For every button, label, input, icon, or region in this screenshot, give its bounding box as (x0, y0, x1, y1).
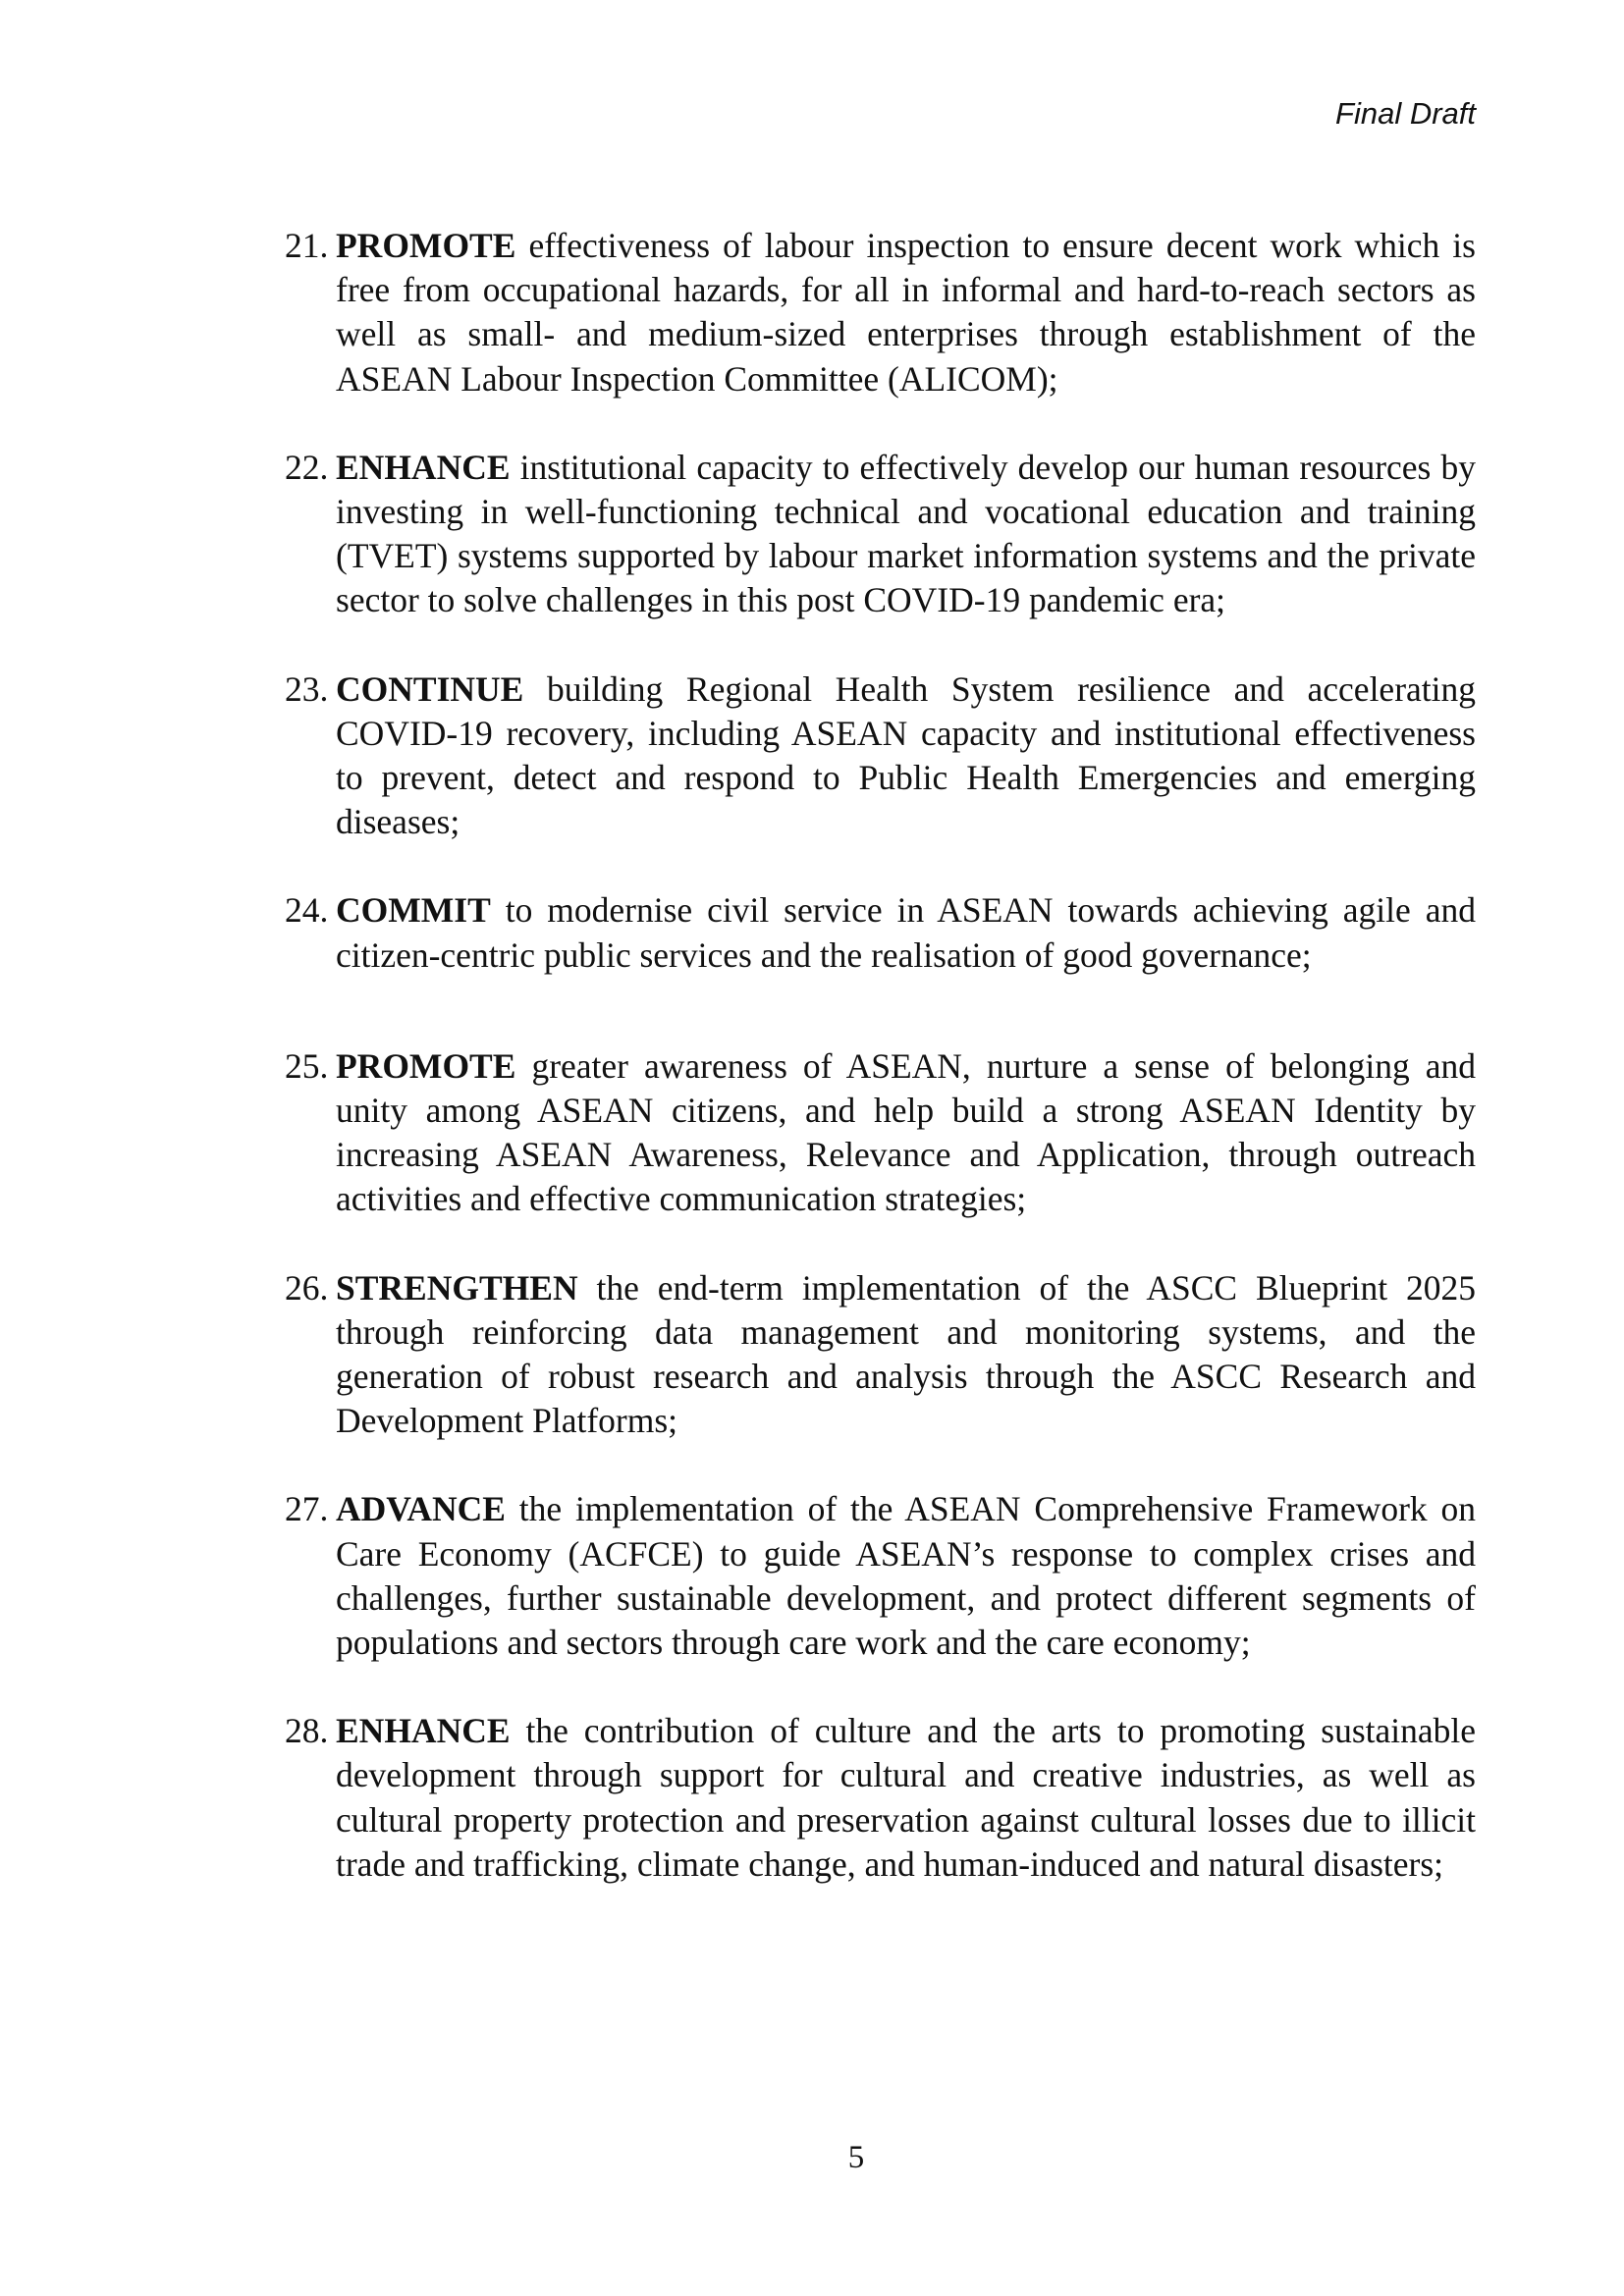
item-text: the implementation of the ASEAN Comprehensive Framework on Care Economy (ACFCE) to guide ASEAN’s response to complex crises and challenges, further sustainable development, and protect different segments of populations and sectors through care work and the care economy; (336, 1489, 1476, 1663)
item-keyword: PROMOTE (336, 1045, 516, 1086)
item-number: 24. (285, 890, 329, 931)
page-number: 5 (847, 2140, 865, 2175)
item-text: to modernise civil service in ASEAN towards achieving agile and citizen-centric public services and the realisation of good governance; (336, 890, 1476, 975)
item-number: 21. (285, 226, 329, 265)
item-text: effectiveness of labour inspection to ensure decent work which is free from occupational hazards, for all in informal and hard-to-reach sectors as well as small- and medium-sized enterprises through establishment of the ASEAN Labour Inspection Committee (ALICOM); (336, 226, 1476, 399)
item-number: 28. (285, 1711, 329, 1751)
item-keyword: PROMOTE (336, 226, 516, 265)
item-keyword: STRENGTHEN (336, 1267, 578, 1308)
item-keyword: COMMIT (336, 890, 491, 931)
list-item (285, 446, 1476, 623)
item-number: 22. (285, 447, 329, 487)
item-text: the end-term implementation of the ASCC Blueprint 2025 through reinforcing data management and monitoring systems, and the generation of robust research and analysis through the ASCC Research and Development Platforms; (336, 1267, 1476, 1441)
list-item (285, 667, 1476, 845)
item-number: 27. (285, 1489, 329, 1529)
list-item (285, 1266, 1476, 1444)
item-number: 26. (285, 1267, 329, 1308)
list-item (285, 1487, 1476, 1665)
draft-status-label: Final Draft (1335, 96, 1476, 131)
item-text: institutional capacity to effectively develop our human resources by investing in well-functioning technical and vocational education and training (TVET) systems supported by labour market information systems and the private sector to solve challenges in this post COVID-19 pandemic era; (336, 447, 1476, 620)
item-number: 23. (285, 668, 329, 709)
list-item (285, 1044, 1476, 1222)
item-keyword: ENHANCE (336, 1711, 511, 1751)
item-text: greater awareness of ASEAN, nurture a sense of belonging and unity among ASEAN citizens, and help build a strong ASEAN Identity by increasing ASEAN Awareness, Relevance and Application, through outreach activities and effective communication strategies; (336, 1045, 1476, 1219)
item-text: building Regional Health System resilience and accelerating COVID-19 recovery, including ASEAN capacity and institutional effectiveness to prevent, detect and respond to Public Health Emergencies and emerging diseases; (336, 668, 1476, 842)
list-item (285, 224, 1476, 401)
item-text: the contribution of culture and the arts to promoting sustainable development through support for cultural and creative industries, as well as cultural property protection and preservation against cultural losses due to illicit trade and trafficking, climate change, and human-induced and natural disasters; (336, 1711, 1476, 1884)
item-keyword: ENHANCE (336, 447, 511, 487)
list-item (285, 888, 1476, 977)
resolution-list (285, 224, 1476, 1887)
item-number: 25. (285, 1045, 329, 1086)
item-keyword: ADVANCE (336, 1489, 506, 1529)
list-item (285, 1709, 1476, 1887)
item-keyword: CONTINUE (336, 668, 524, 709)
